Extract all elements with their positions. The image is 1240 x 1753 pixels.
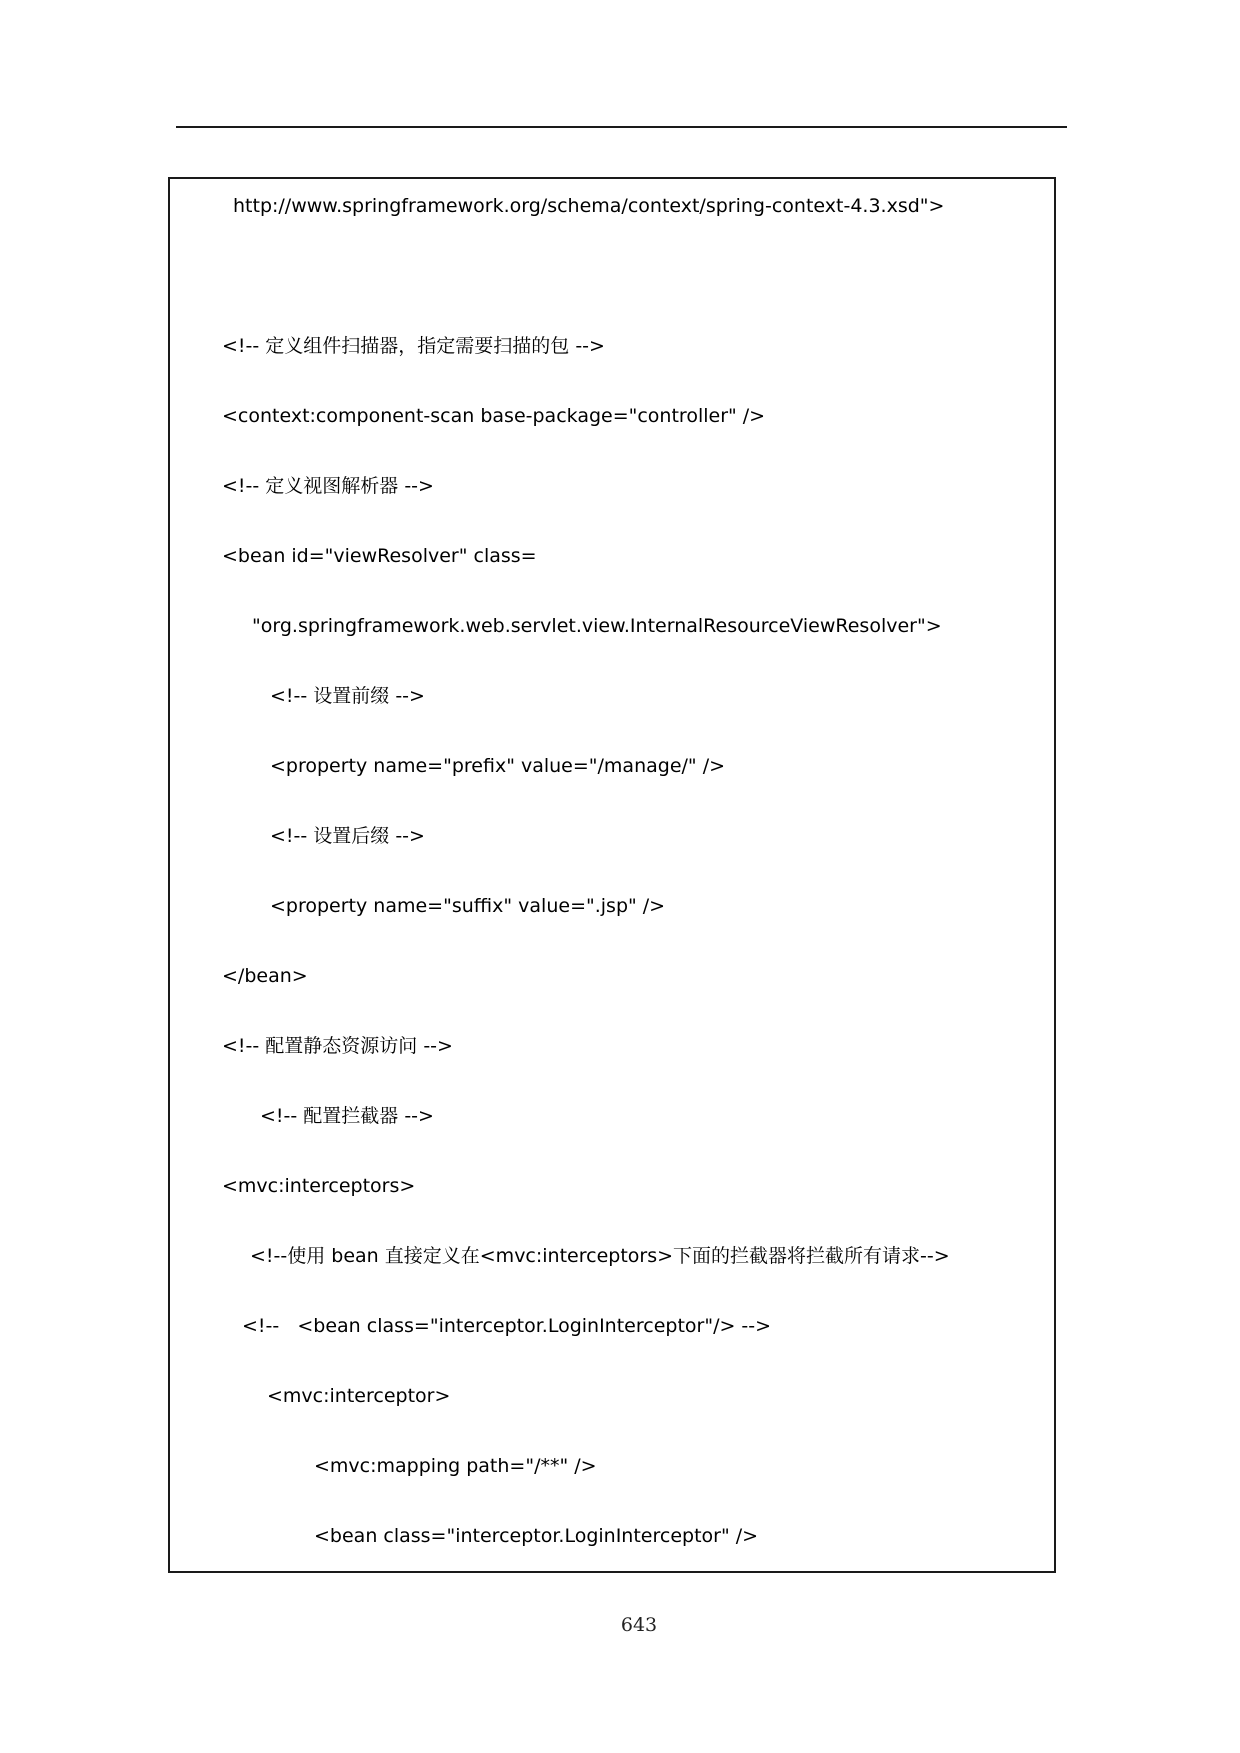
code-content: [170, 177, 1054, 1571]
code-line-comment: <!--使用 bean 直接定义在<mvc:interceptors>下面的拦截器将拦截所有请求-->: [250, 1245, 950, 1267]
code-line-comment: <!-- <bean class="interceptor.LoginInterceptor"/> -->: [242, 1315, 772, 1337]
code-line-comment: <!-- 配置静态资源访问 -->: [222, 1035, 453, 1057]
code-line: <bean id="viewResolver" class=: [222, 545, 537, 567]
page-header-rule: [176, 126, 1067, 128]
code-line: <mvc:interceptors>: [222, 1175, 416, 1197]
code-line-comment: <!-- 设置后缀 -->: [270, 825, 425, 847]
code-line: http://www.springframework.org/schema/context/spring-context-4.3.xsd">: [233, 195, 945, 217]
code-line-comment: <!-- 定义组件扫描器，指定需要扫描的包 -->: [222, 335, 605, 357]
code-line-comment: <!-- 定义视图解析器 -->: [222, 475, 434, 497]
page-number: 643: [620, 1614, 658, 1636]
code-line: <property name="prefix" value="/manage/" />: [270, 755, 726, 777]
code-line: <mvc:interceptor>: [267, 1385, 451, 1407]
code-line-comment: <!-- 设置前缀 -->: [270, 685, 425, 707]
code-line-comment: <!-- 配置拦截器 -->: [260, 1105, 434, 1127]
code-line: "org.springframework.web.servlet.view.InternalResourceViewResolver">: [252, 615, 942, 637]
code-line: <mvc:mapping path="/**" />: [314, 1455, 597, 1477]
code-line: <bean class="interceptor.LoginInterceptor" />: [314, 1525, 759, 1547]
code-line: <context:component-scan base-package="controller" />: [222, 405, 766, 427]
blank-line: [170, 241, 1054, 311]
code-box: [168, 177, 1056, 1573]
code-line: </bean>: [222, 965, 308, 987]
code-line: <property name="suffix" value=".jsp" />: [270, 895, 666, 917]
